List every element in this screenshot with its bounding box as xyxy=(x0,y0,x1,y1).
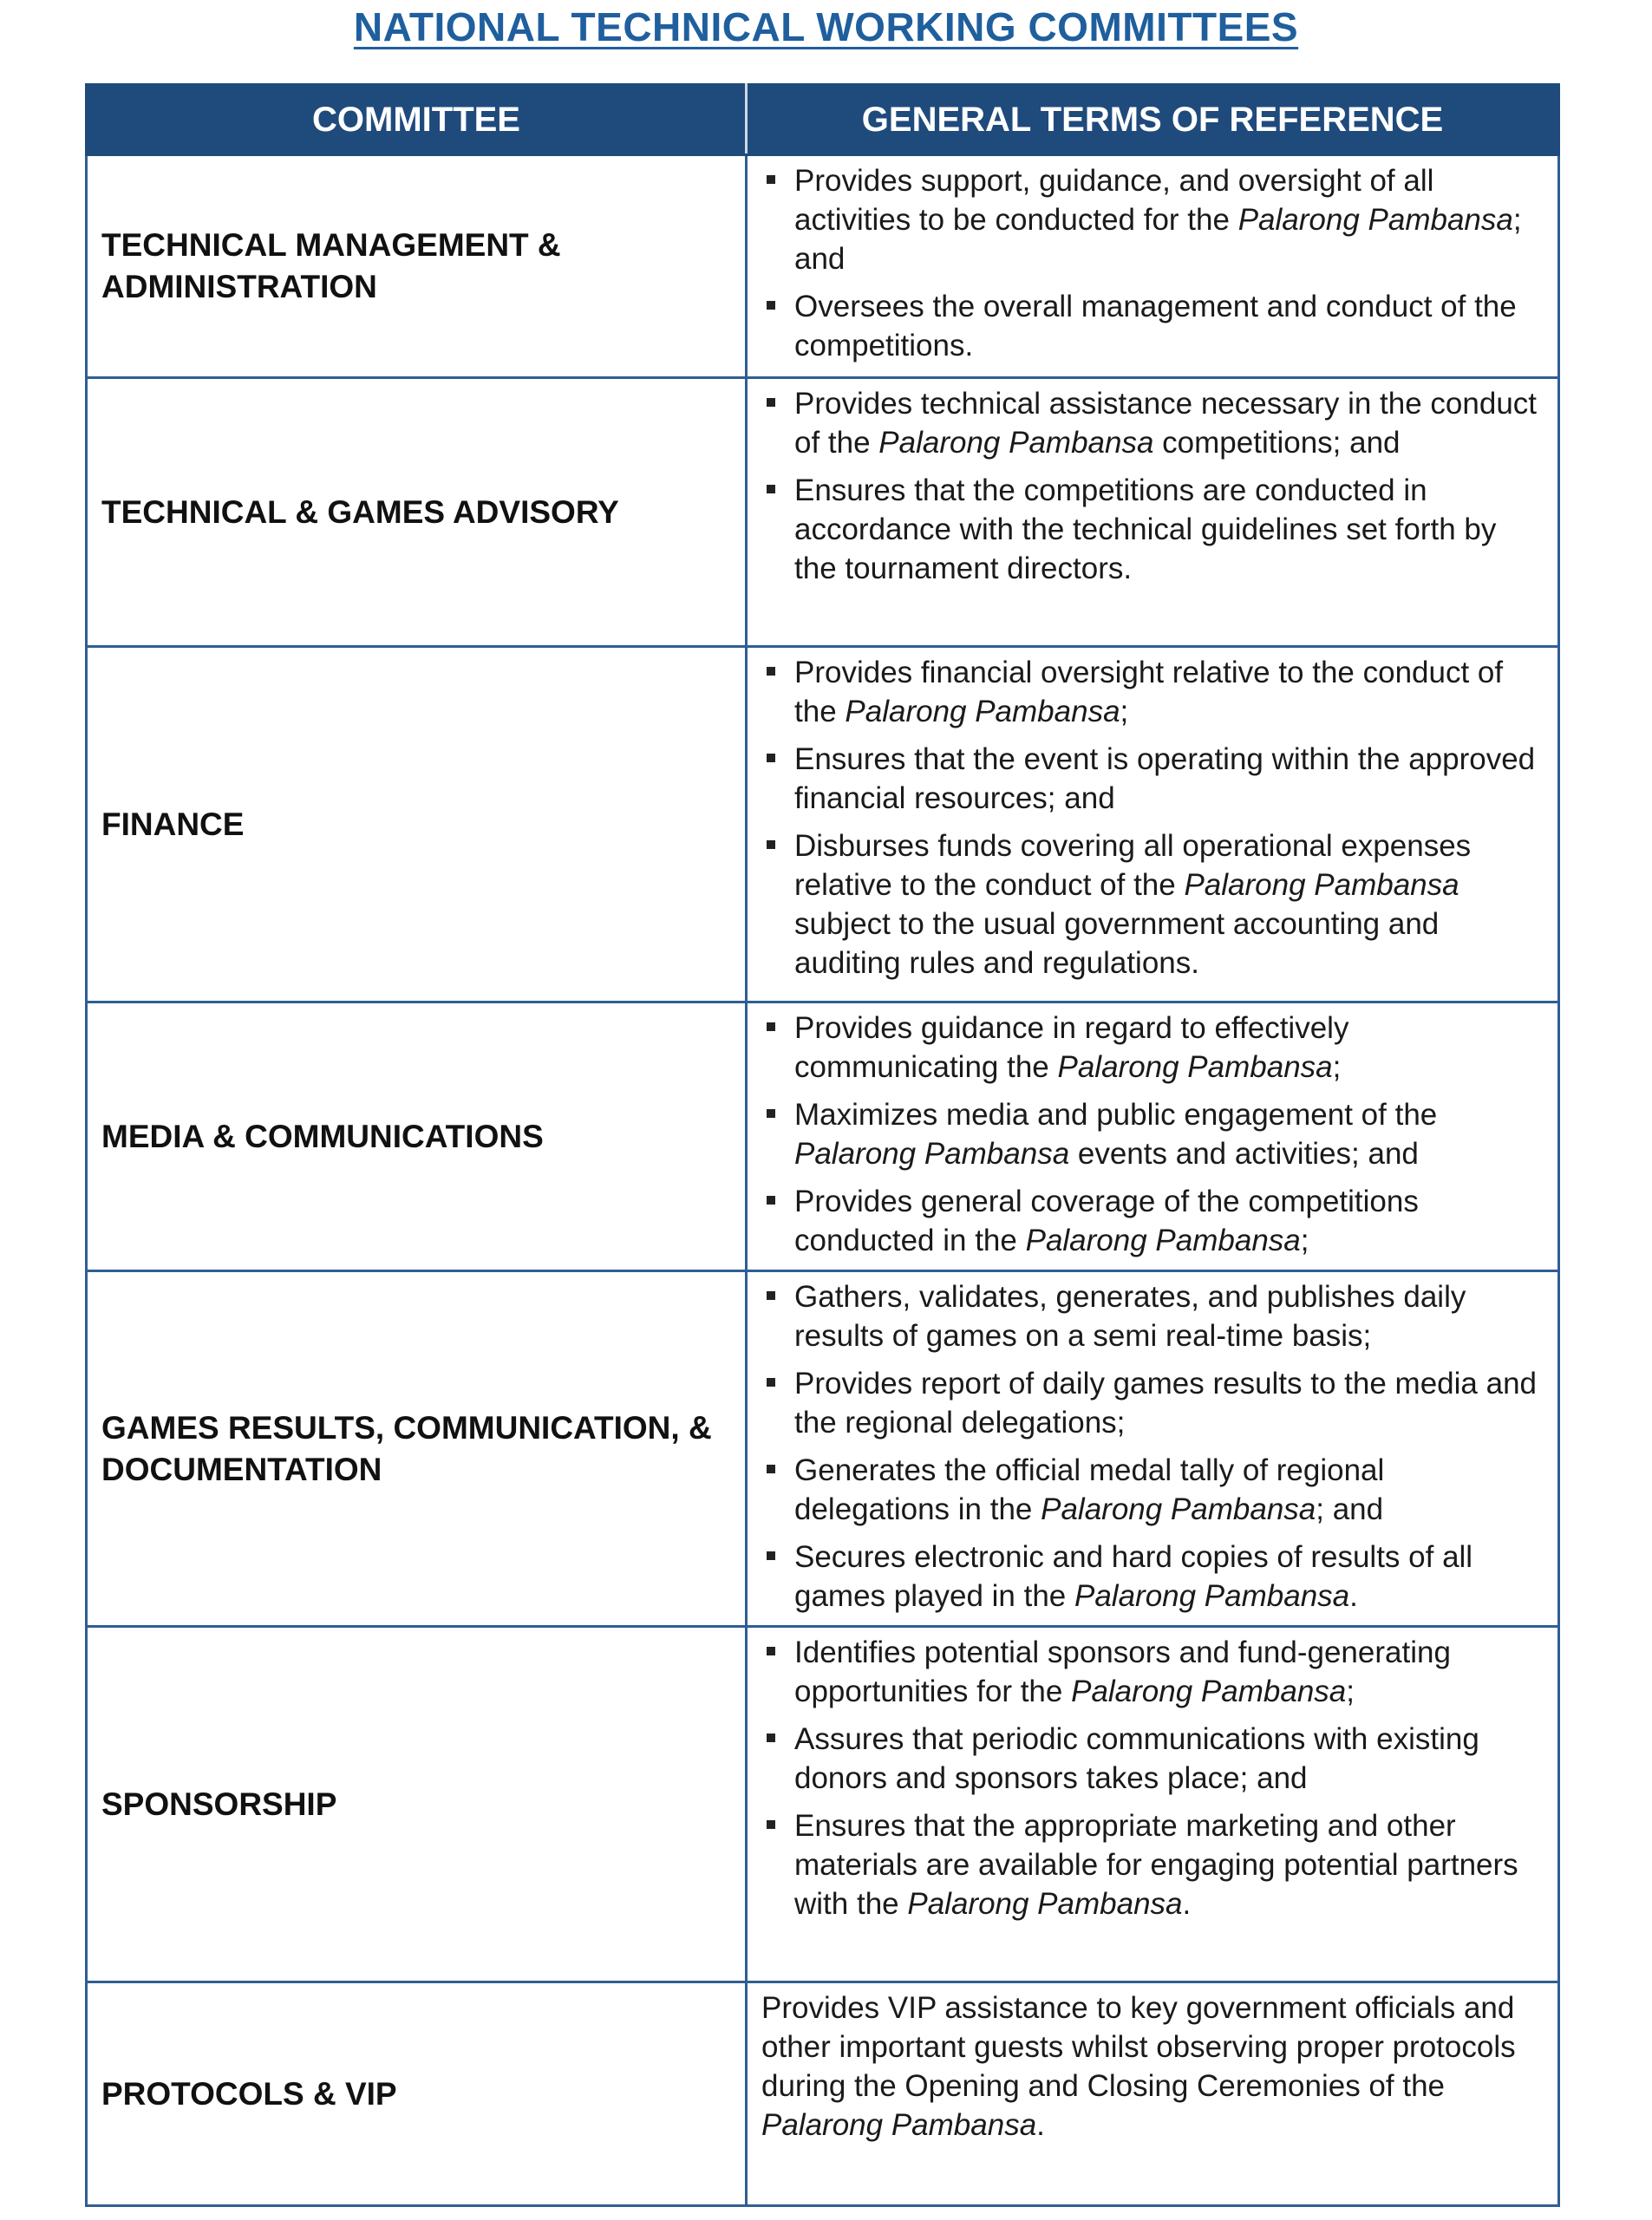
terms-cell xyxy=(747,647,1559,1002)
terms-list xyxy=(761,1009,1542,1260)
committee-name: GAMES RESULTS, COMMUNICATION, & DOCUMENTATION xyxy=(87,1271,747,1627)
terms-cell xyxy=(747,1982,1559,2206)
terms-cell xyxy=(747,378,1559,647)
terms-list xyxy=(761,161,1542,365)
terms-list xyxy=(761,1277,1542,1616)
committee-name: SPONSORSHIP xyxy=(87,1627,747,1982)
term-item: Gathers, validates, generates, and publishes daily results of games on a semi real-time basis; xyxy=(761,1277,1542,1355)
table-row xyxy=(87,378,1559,647)
term-item: Provides general coverage of the competitions conducted in the Palarong Pambansa; xyxy=(761,1182,1542,1260)
header-terms: GENERAL TERMS OF REFERENCE xyxy=(747,85,1559,155)
term-item: Generates the official medal tally of regional delegations in the Palarong Pambansa; and xyxy=(761,1451,1542,1529)
page-title: NATIONAL TECHNICAL WORKING COMMITTEES xyxy=(353,4,1299,49)
header-committee: COMMITTEE xyxy=(87,85,747,155)
term-item: Identifies potential sponsors and fund-generating opportunities for the Palarong Pambansa; xyxy=(761,1633,1542,1711)
table-row xyxy=(87,1982,1559,2206)
term-item: Ensures that the competitions are conducted in accordance with the technical guidelines set forth by the tournament directors. xyxy=(761,471,1542,588)
term-item: Provides financial oversight relative to the conduct of the Palarong Pambansa; xyxy=(761,653,1542,731)
terms-list xyxy=(761,384,1542,588)
committee-name: PROTOCOLS & VIP xyxy=(87,1982,747,2206)
committee-name: TECHNICAL & GAMES ADVISORY xyxy=(87,378,747,647)
term-item: Provides report of daily games results to the media and the regional delegations; xyxy=(761,1364,1542,1442)
table-row xyxy=(87,1002,1559,1271)
table-row xyxy=(87,1627,1559,1982)
table-row xyxy=(87,155,1559,378)
committee-name: MEDIA & COMMUNICATIONS xyxy=(87,1002,747,1271)
terms-list xyxy=(761,653,1542,983)
term-item: Maximizes media and public engagement of the Palarong Pambansa events and activities; and xyxy=(761,1095,1542,1173)
term-item: Secures electronic and hard copies of results of all games played in the Palarong Pambansa. xyxy=(761,1538,1542,1616)
term-paragraph: Provides VIP assistance to key government officials and other important guests whilst observing proper protocols during the Opening and Closing Ceremonies of the Palarong Pambansa. xyxy=(761,1991,1516,2142)
term-item: Ensures that the event is operating within the approved financial resources; and xyxy=(761,740,1542,818)
terms-cell xyxy=(747,1002,1559,1271)
term-item: Provides support, guidance, and oversight of all activities to be conducted for the Palarong Pambansa; and xyxy=(761,161,1542,278)
term-item: Ensures that the appropriate marketing and other materials are available for engaging potential partners with the Palarong Pambansa. xyxy=(761,1806,1542,1923)
term-item: Provides technical assistance necessary in the conduct of the Palarong Pambansa competitions; and xyxy=(761,384,1542,462)
committee-name: FINANCE xyxy=(87,647,747,1002)
terms-cell xyxy=(747,1271,1559,1627)
table-header-row xyxy=(87,85,1559,155)
table-row xyxy=(87,1271,1559,1627)
table-row xyxy=(87,647,1559,1002)
term-item: Provides guidance in regard to effectively communicating the Palarong Pambansa; xyxy=(761,1009,1542,1087)
term-item: Disburses funds covering all operational expenses relative to the conduct of the Palarong Pambansa subject to the usual government accounting and auditing rules and regulations. xyxy=(761,826,1542,983)
terms-list xyxy=(761,1633,1542,1923)
committee-name: TECHNICAL MANAGEMENT & ADMINISTRATION xyxy=(87,155,747,378)
terms-cell xyxy=(747,155,1559,378)
committees-table xyxy=(85,83,1560,2207)
term-item: Assures that periodic communications with existing donors and sponsors takes place; and xyxy=(761,1720,1542,1798)
terms-cell xyxy=(747,1627,1559,1982)
term-item: Oversees the overall management and conduct of the competitions. xyxy=(761,287,1542,365)
